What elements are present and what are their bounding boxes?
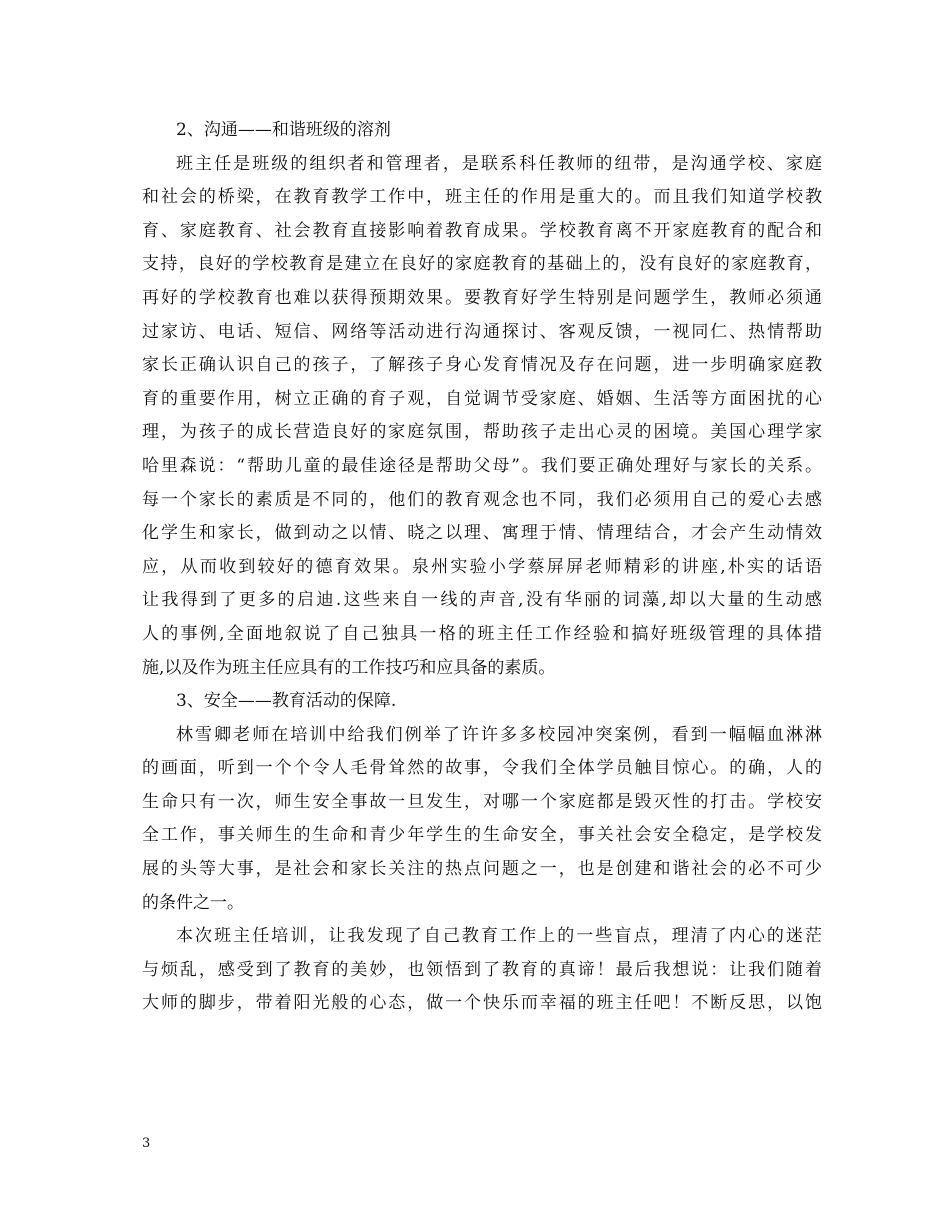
paragraph-line: 大师的脚步，带着阳光般的心态，做一个快乐而幸福的班主任吧！不断反思，以饱 bbox=[142, 993, 822, 1014]
paragraph-line: 支持，良好的学校教育是建立在良好的家庭教育的基础上的，没有良好的家庭教育， bbox=[142, 254, 822, 275]
paragraph-line: 展的头等大事，是社会和家长关注的热点问题之一，也是创建和谐社会的必不可少 bbox=[142, 859, 822, 880]
page-number: 3 bbox=[142, 1136, 151, 1151]
paragraph-line: 每一个家长的素质是不同的，他们的教育观念也不同，我们必须用自己的爱心去感 bbox=[142, 489, 822, 510]
paragraph-line: 和社会的桥梁，在教育教学工作中，班主任的作用是重大的。而且我们知道学校教 bbox=[142, 187, 822, 208]
paragraph-safety bbox=[142, 719, 822, 921]
paragraph-line: 过家访、电话、短信、网络等活动进行沟通探讨、客观反馈，一视同仁、热情帮助 bbox=[142, 321, 822, 342]
paragraph-line: 施,以及作为班主任应具有的工作技巧和应具备的素质。 bbox=[142, 657, 556, 678]
paragraph-conclusion bbox=[142, 920, 822, 1021]
section-heading-communication: 2、沟通——和谐班级的溶剂 bbox=[176, 120, 391, 140]
paragraph-line: 全工作，事关师生的生命和青少年学生的生命安全，事关社会安全稳定，是学校发 bbox=[142, 825, 822, 846]
paragraph-communication bbox=[142, 148, 822, 686]
paragraph-line: 人的事例,全面地叙说了自己独具一格的班主任工作经验和搞好班级管理的具体措 bbox=[142, 623, 822, 644]
paragraph-line: 再好的学校教育也难以获得预期效果。要教育好学生特别是问题学生，教师必须通 bbox=[142, 287, 822, 308]
paragraph-line: 的画面，听到一个个令人毛骨耸然的故事，令我们全体学员触目惊心。的确，人的 bbox=[142, 758, 822, 779]
paragraph-line: 林雪卿老师在培训中给我们例举了许许多多校园冲突案例，看到一幅幅血淋淋 bbox=[176, 724, 822, 745]
paragraph-line: 的条件之一。 bbox=[142, 892, 244, 913]
paragraph-line: 应，从而收到较好的德育效果。泉州实验小学蔡屏屏老师精彩的讲座,朴实的话语 bbox=[142, 556, 822, 577]
paragraph-line: 育的重要作用，树立正确的育子观，自觉调节受家庭、婚姻、生活等方面困扰的心 bbox=[142, 388, 822, 409]
paragraph-line: 家长正确认识自己的孩子，了解孩子身心发育情况及存在问题，进一步明确家庭教 bbox=[142, 355, 822, 376]
paragraph-line: 让我得到了更多的启迪.这些来自一线的声音,没有华丽的词藻,却以大量的生动感 bbox=[142, 590, 822, 611]
paragraph-line: 生命只有一次，师生安全事故一旦发生，对哪一个家庭都是毁灭性的打击。学校安 bbox=[142, 791, 822, 812]
document-body bbox=[142, 114, 822, 1021]
paragraph-line: 理，为孩子的成长营造良好的家庭氛围，帮助孩子走出心灵的困境。美国心理学家 bbox=[142, 422, 822, 443]
paragraph-line: 本次班主任培训，让我发现了自己教育工作上的一些盲点，理清了内心的迷茫 bbox=[176, 926, 822, 947]
paragraph-line: 班主任是班级的组织者和管理者，是联系科任教师的纽带，是沟通学校、家庭 bbox=[176, 153, 822, 174]
section-heading-safety: 3、安全——教育活动的保障. bbox=[176, 691, 397, 712]
paragraph-line: 与烦乱，感受到了教育的美妙，也领悟到了教育的真谛！最后我想说：让我们随着 bbox=[142, 959, 822, 980]
paragraph-line: 育、家庭教育、社会教育直接影响着教育成果。学校教育离不开家庭教育的配合和 bbox=[142, 220, 822, 241]
paragraph-line: 哈里森说：“帮助儿童的最佳途径是帮助父母”。我们要正确处理好与家长的关系。 bbox=[142, 455, 822, 476]
paragraph-line: 化学生和家长，做到动之以情、晓之以理、寓理于情、情理结合，才会产生动情效 bbox=[142, 523, 822, 544]
